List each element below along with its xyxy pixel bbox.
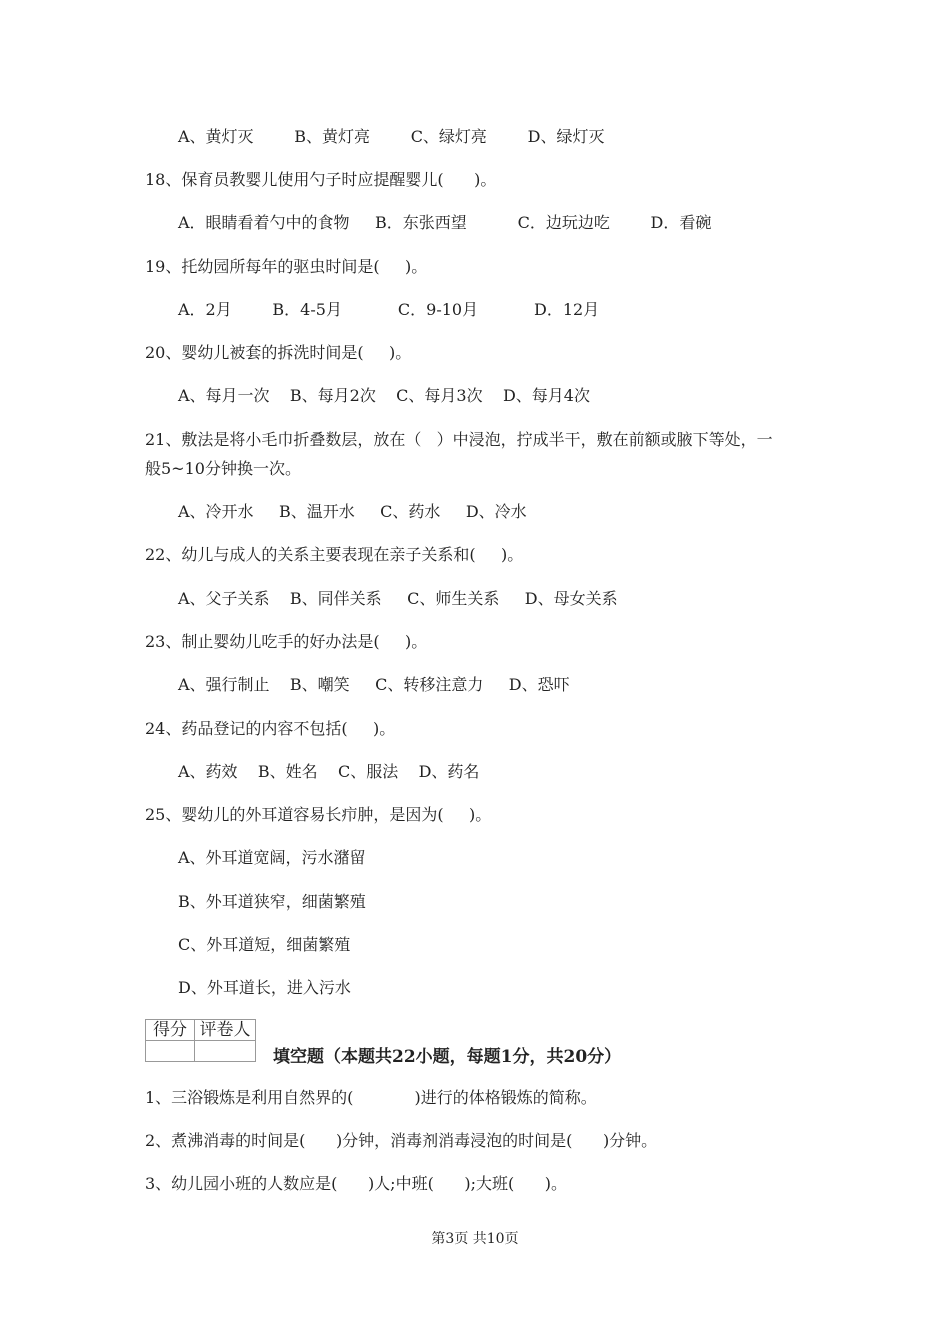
q25-option-a: A、外耳道宽阔，污水潴留 bbox=[178, 848, 366, 867]
q19-text: 19、托幼园所每年的驱虫时间是( )。 bbox=[145, 257, 428, 276]
fill-q2: 2、煮沸消毒的时间是( )分钟，消毒剂消毒浸泡的时间是( )分钟。 bbox=[145, 1131, 658, 1150]
grader-cell bbox=[195, 1041, 256, 1062]
score-label: 得分 bbox=[146, 1020, 195, 1041]
q21-text-line1: 21、敷法是将小毛巾折叠数层，放在（ ）中浸泡，拧成半干，敷在前额或腋下等处，一 bbox=[145, 430, 773, 449]
q24-text: 24、药品登记的内容不包括( )。 bbox=[145, 719, 396, 738]
q23-text: 23、制止婴幼儿吃手的好办法是( )。 bbox=[145, 632, 428, 651]
q17-options: A、黄灯灭 B、黄灯亮 C、绿灯亮 D、绿灯灭 bbox=[178, 127, 605, 146]
q19-options: A．2月 B．4-5月 C．9-10月 D．12月 bbox=[178, 300, 600, 319]
q25-option-d: D、外耳道长，进入污水 bbox=[178, 978, 351, 997]
q21-options: A、冷开水 B、温开水 C、药水 D、冷水 bbox=[178, 502, 527, 521]
q25-option-b: B、外耳道狭窄，细菌繁殖 bbox=[178, 892, 366, 911]
q22-text: 22、幼儿与成人的关系主要表现在亲子关系和( )。 bbox=[145, 545, 524, 564]
q18-options: A．眼睛看着勺中的食物 B．东张西望 C．边玩边吃 D．看碗 bbox=[178, 213, 712, 232]
q23-options: A、强行制止 B、嘲笑 C、转移注意力 D、恐吓 bbox=[178, 675, 570, 694]
score-cell bbox=[146, 1041, 195, 1062]
section-title: 填空题（本题共22小题，每题1分，共20分） bbox=[273, 1047, 622, 1067]
q20-text: 20、婴幼儿被套的拆洗时间是( )。 bbox=[145, 343, 412, 362]
grader-label: 评卷人 bbox=[195, 1020, 256, 1041]
q18-text: 18、保育员教婴儿使用勺子时应提醒婴儿( )。 bbox=[145, 170, 497, 189]
q24-options: A、药效 B、姓名 C、服法 D、药名 bbox=[178, 762, 480, 781]
score-box bbox=[145, 1019, 256, 1062]
q20-options: A、每月一次 B、每月2次 C、每月3次 D、每月4次 bbox=[178, 386, 590, 405]
q21-text-line2: 般5~10分钟换一次。 bbox=[145, 459, 301, 478]
q22-options: A、父子关系 B、同伴关系 C、师生关系 D、母女关系 bbox=[178, 589, 618, 608]
q25-text: 25、婴幼儿的外耳道容易长疖肿，是因为( )。 bbox=[145, 805, 492, 824]
q25-option-c: C、外耳道短，细菌繁殖 bbox=[178, 935, 351, 954]
fill-q3: 3、幼儿园小班的人数应是( )人;中班( );大班( )。 bbox=[145, 1174, 567, 1193]
fill-q1: 1、三浴锻炼是利用自然界的( )进行的体格锻炼的简称。 bbox=[145, 1088, 597, 1107]
page-footer: 第3页 共10页 bbox=[431, 1231, 519, 1247]
